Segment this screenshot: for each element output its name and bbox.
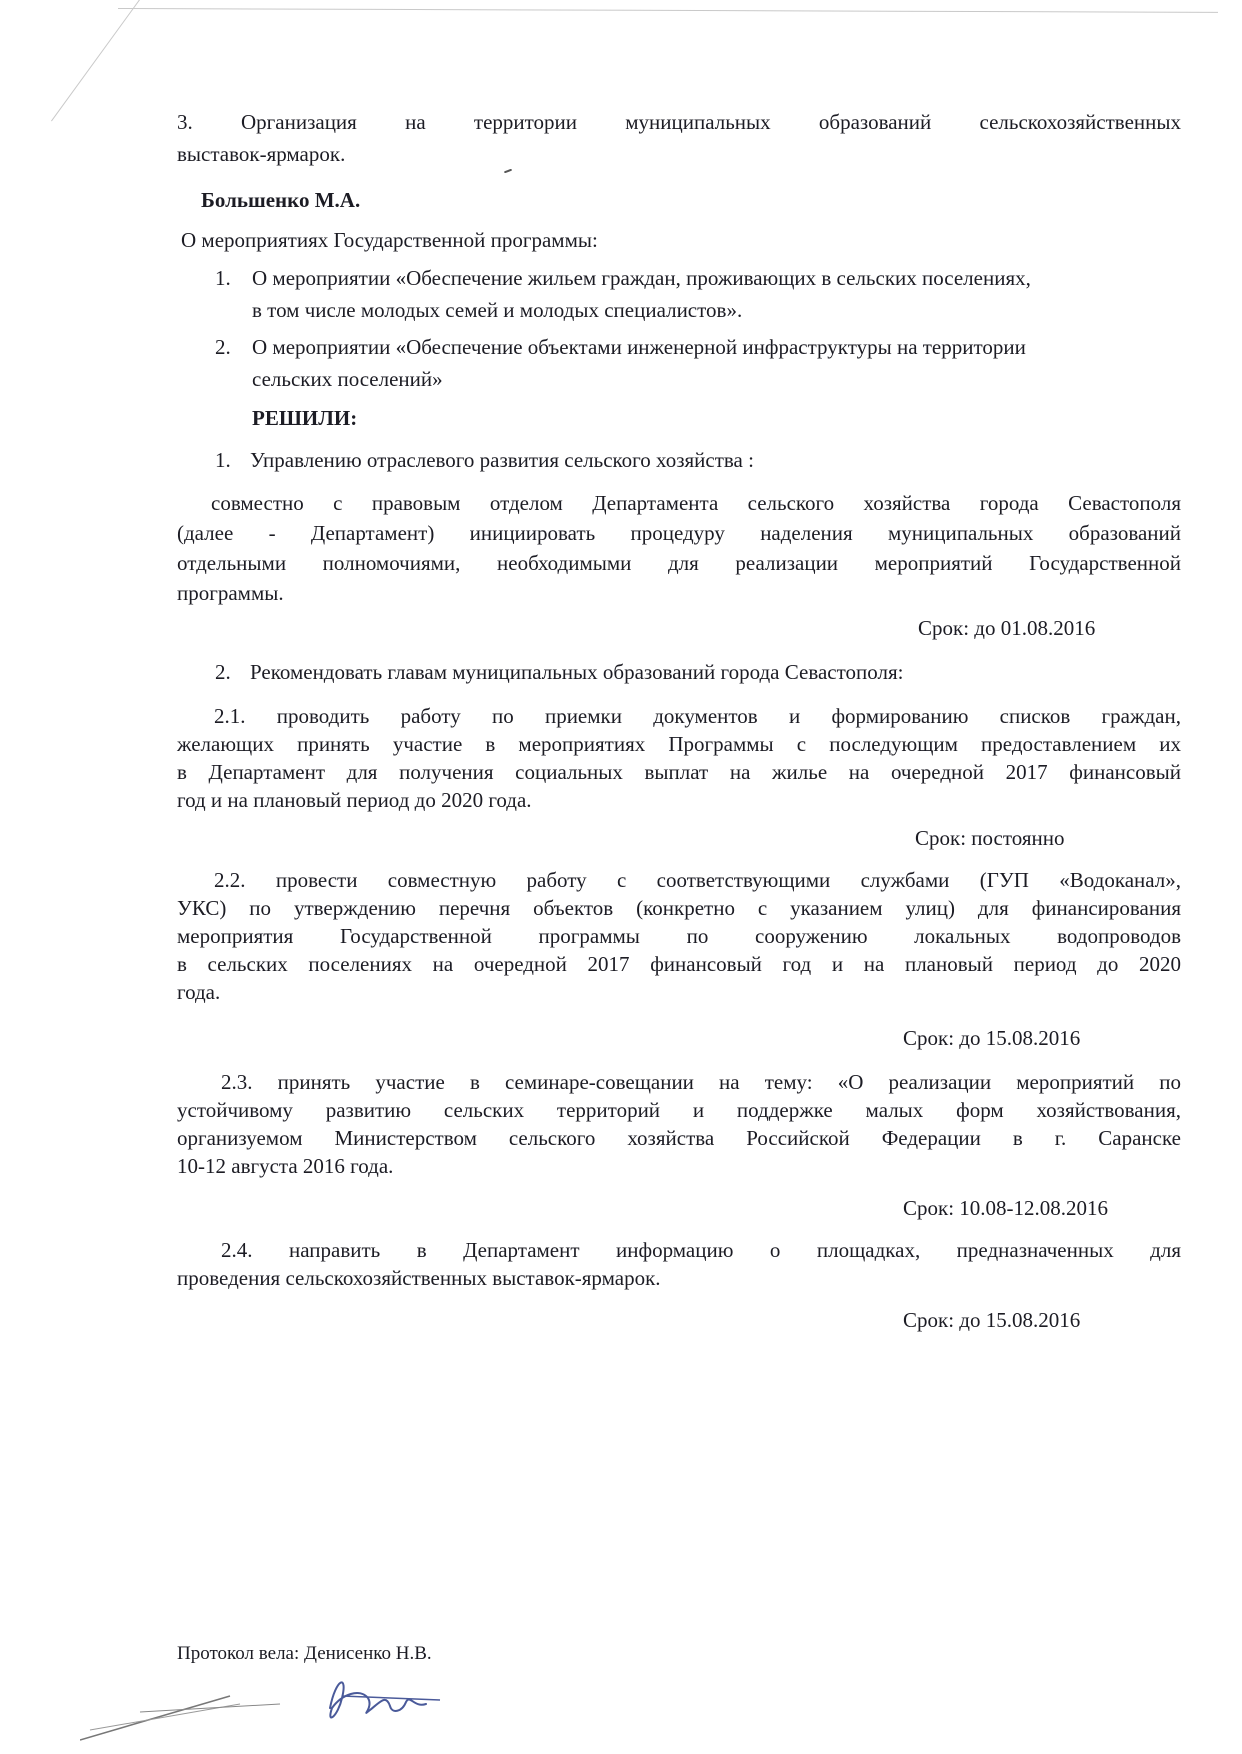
decision-2-number: 2.: [215, 660, 231, 684]
decision-2-4-deadline: Срок: до 15.08.2016: [903, 1308, 1081, 1332]
decision-2-3: [177, 1068, 1181, 1180]
measure-1-line-2: в том числе молодых семей и молодых специалистов».: [252, 298, 743, 322]
decision-1-line-1: совместно с правовым отделом Департамента сельского хозяйства города Севастополя: [211, 491, 1181, 515]
measure-2: [215, 333, 1185, 393]
item-3: [177, 108, 1181, 168]
decision-1-number: 1.: [215, 448, 231, 472]
decision-2-1-line-1: 2.1. проводить работу по приемки документов и формированию списков граждан,: [214, 704, 1181, 728]
decision-2-title-text: Рекомендовать главам муниципальных образований города Севастополя:: [250, 660, 904, 684]
decision-1-title-text: Управлению отраслевого развития сельского хозяйства :: [250, 448, 754, 472]
decision-1-title: [215, 446, 754, 474]
decision-2-3-line-3: организуемом Министерством сельского хозяйства Российской Федерации в г. Саранске: [177, 1126, 1181, 1150]
decision-1-line-3: отдельными полномочиями, необходимыми для реализации мероприятий Государственной: [177, 551, 1181, 575]
scan-corner-line: [51, 0, 140, 121]
measure-1-line-1: О мероприятии «Обеспечение жильем граждан, проживающих в сельских поселениях,: [252, 266, 1031, 290]
measures-intro: О мероприятиях Государственной программы:: [181, 228, 598, 252]
decision-2-2-line-5: года.: [177, 980, 221, 1004]
decision-2-1-line-2: желающих принять участие в мероприятиях Программы с последующим предоставлением их: [177, 732, 1181, 756]
measure-1: [215, 264, 1185, 324]
decision-2-1-line-4: год и на плановый период до 2020 года.: [177, 788, 532, 812]
signature-mark: [80, 1668, 510, 1748]
decision-2-4-line-1: 2.4. направить в Департамент информацию о площадках, предназначенных для: [221, 1238, 1181, 1262]
measure-1-number: 1.: [215, 266, 231, 290]
decision-1-body: [177, 488, 1181, 608]
decision-2-2-deadline: Срок: до 15.08.2016: [903, 1026, 1081, 1050]
decision-2-3-deadline: Срок: 10.08-12.08.2016: [903, 1196, 1109, 1220]
decision-2-1-line-3: в Департамент для получения социальных выплат на жилье на очередной 2017 финансовый: [177, 760, 1181, 784]
decision-2-title: [215, 658, 903, 686]
decision-2-2-line-1: 2.2. провести совместную работу с соответствующими службами (ГУП «Водоканал»,: [214, 868, 1181, 892]
scan-edge-line: [118, 8, 1218, 13]
decision-2-3-line-1: 2.3. принять участие в семинаре-совещании на тему: «О реализации мероприятий по: [221, 1070, 1181, 1094]
decision-2-1: [177, 702, 1181, 814]
speaker-name: Большенко М.А.: [201, 188, 361, 212]
item-3-line-2: выставок-ярмарок.: [177, 142, 346, 166]
decision-2-2: [177, 866, 1181, 1006]
decision-2-4-line-2: проведения сельскохозяйственных выставок-ярмарок.: [177, 1266, 661, 1290]
measure-2-number: 2.: [215, 335, 231, 359]
decision-2-3-line-2: устойчивому развитию сельских территорий и поддержке малых форм хозяйствования,: [177, 1098, 1181, 1122]
decision-1-deadline: Срок: до 01.08.2016: [918, 616, 1096, 640]
decision-2-2-line-2: УКС) по утверждению перечня объектов (конкретно с указанием улиц) для финансирования: [177, 896, 1181, 920]
scan-speck: [504, 169, 512, 174]
decision-2-3-line-4: 10-12 августа 2016 года.: [177, 1154, 394, 1178]
decision-1-line-4: программы.: [177, 581, 284, 605]
item-3-line-1: 3. Организация на территории муниципальных образований сельскохозяйственных: [177, 110, 1181, 134]
decided-heading: РЕШИЛИ:: [252, 406, 358, 430]
decision-2-4: [177, 1236, 1181, 1292]
decision-2-2-line-4: в сельских поселениях на очередной 2017 финансовый год и на плановый период до 2020: [177, 952, 1181, 976]
decision-2-2-line-3: мероприятия Государственной программы по сооружению локальных водопроводов: [177, 924, 1181, 948]
protocol-secretary: Протокол вела: Денисенко Н.В.: [177, 1643, 432, 1664]
decision-2-1-deadline: Срок: постоянно: [915, 826, 1065, 850]
measure-2-line-1: О мероприятии «Обеспечение объектами инженерной инфраструктуры на территории: [252, 335, 1026, 359]
decision-1-line-2: (далее - Департамент) инициировать процедуру наделения муниципальных образований: [177, 521, 1181, 545]
measure-2-line-2: сельских поселений»: [252, 367, 443, 391]
